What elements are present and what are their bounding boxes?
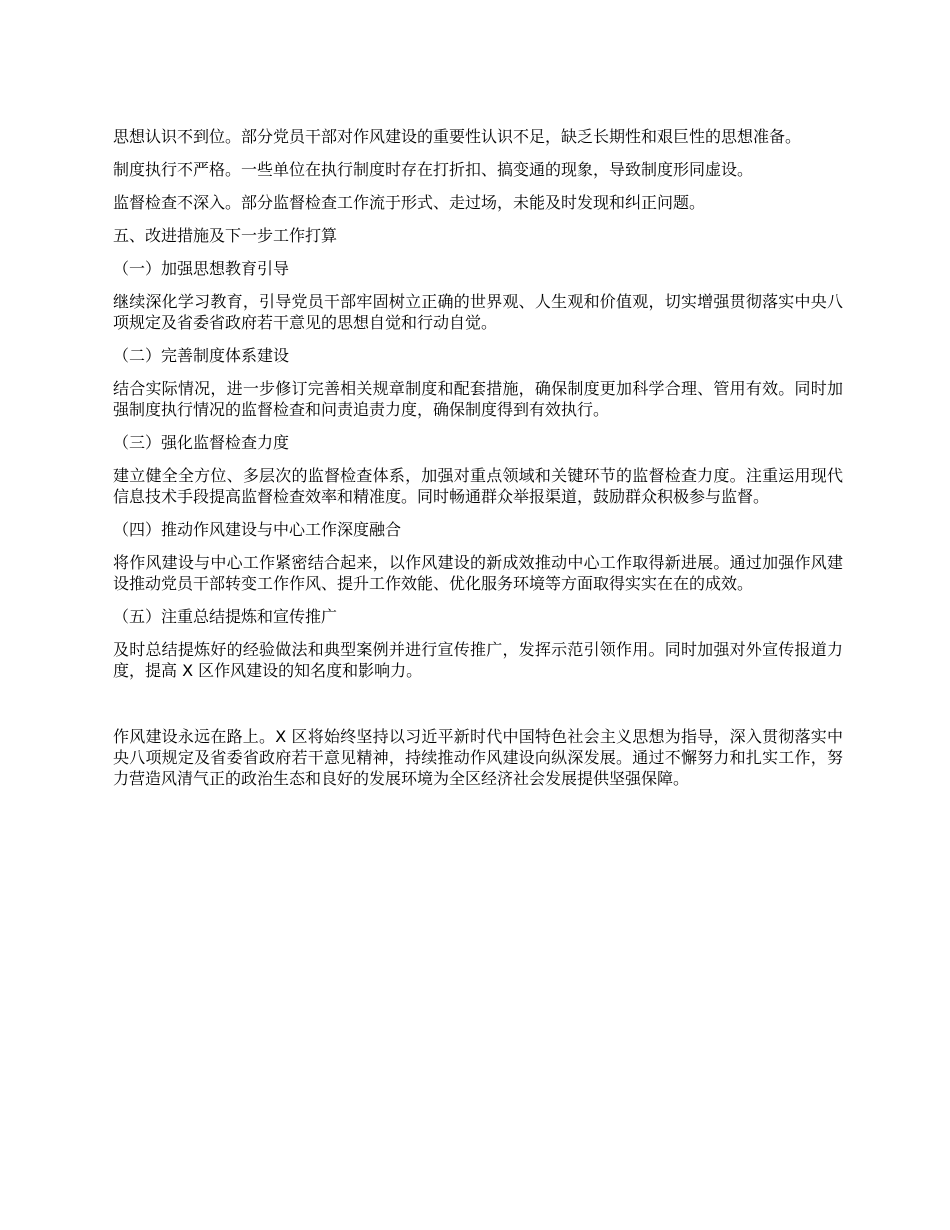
measure-heading-1: （一）加强思想教育引导	[113, 259, 290, 278]
paragraph-supervision: 监督检查不深入。部分监督检查工作流于形式、走过场，未能及时发现和纠正问题。	[113, 193, 706, 212]
measure-heading-3: （三）强化监督检查力度	[113, 433, 290, 452]
measure-body-5: 及时总结提炼好的经验做法和典型案例并进行宣传推广，发挥示范引领作用。同时加强对外宣传报道力度，提高 X 区作风建设的知名度和影响力。	[113, 640, 843, 680]
paragraph-thinking: 思想认识不到位。部分党员干部对作风建设的重要性认识不足，缺乏长期性和艰巨性的思想准备。	[113, 127, 802, 146]
section-heading: 五、改进措施及下一步工作打算	[113, 226, 338, 245]
paragraph-institution: 制度执行不严格。一些单位在执行制度时存在打折扣、搞变通的现象，导致制度形同虚设。	[113, 160, 754, 179]
measure-body-2: 结合实际情况，进一步修订完善相关规章制度和配套措施，确保制度更加科学合理、管用有效。同时加强制度执行情况的监督检查和问责追责力度，确保制度得到有效执行。	[113, 379, 843, 419]
measure-body-3: 建立健全全方位、多层次的监督检查体系，加强对重点领域和关键环节的监督检查力度。注重运用现代信息技术手段提高监督检查效率和精准度。同时畅通群众举报渠道，鼓励群众积极参与监督。	[113, 466, 843, 506]
paragraph-spacer	[113, 693, 843, 726]
measure-heading-5: （五）注重总结提炼和宣传推广	[113, 607, 338, 626]
measure-heading-4: （四）推动作风建设与中心工作深度融合	[113, 520, 402, 539]
measure-body-1: 继续深化学习教育，引导党员干部牢固树立正确的世界观、人生观和价值观，切实增强贯彻落实中央八项规定及省委省政府若干意见的思想自觉和行动自觉。	[113, 292, 843, 332]
conclusion-paragraph: 作风建设永远在路上。X 区将始终坚持以习近平新时代中国特色社会主义思想为指导，深入贯彻落实中央八项规定及省委省政府若干意见精神，持续推动作风建设向纵深发展。通过不懈努力和扎实工作，努力营造风清气正的政治生态和良好的发展环境为全区经济社会发展提供坚强保障。	[113, 727, 843, 788]
measure-body-4: 将作风建设与中心工作紧密结合起来，以作风建设的新成效推动中心工作取得新进展。通过加强作风建设推动党员干部转变工作作风、提升工作效能、优化服务环境等方面取得实实在在的成效。	[113, 553, 843, 593]
document-body	[113, 126, 843, 801]
measure-heading-2: （二）完善制度体系建设	[113, 346, 290, 365]
